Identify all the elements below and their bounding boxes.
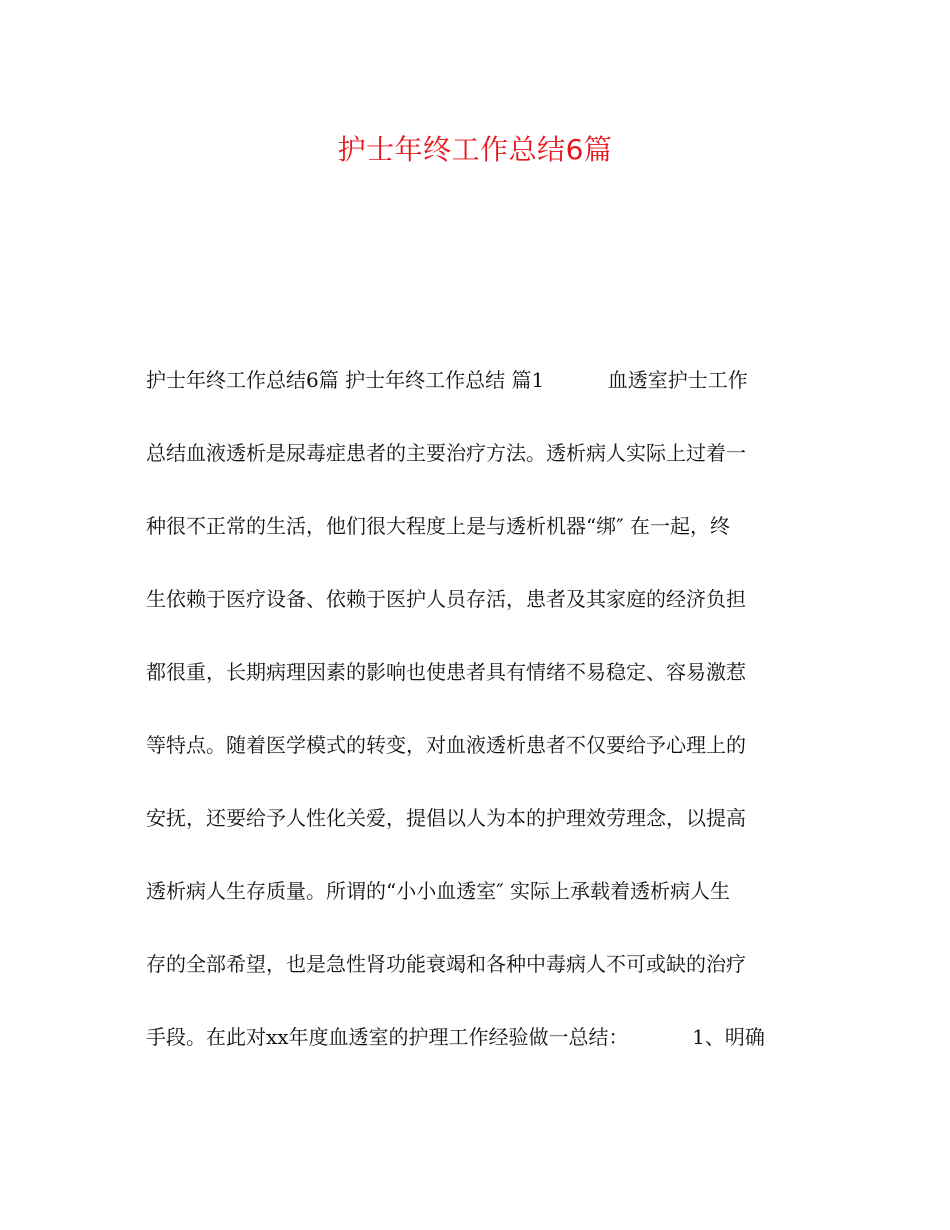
body-line: 透析病人生存质量。所谓的“小小血透室″ 实际上承载着透析病人生 (146, 879, 731, 903)
body-line: 都很重，长期病理因素的影响也使患者具有情绪不易稳定、容易激惹 (146, 660, 746, 684)
body-line: 安抚，还要给予人性化关爱，提倡以人为本的护理效劳理念，以提高 (146, 806, 746, 830)
body-line: 手段。在此对xx年度血透室的护理工作经验做一总结： 1、明确 (146, 1025, 765, 1049)
body-line: 总结血液透析是尿毒症患者的主要治疗方法。透析病人实际上过着一 (146, 441, 746, 465)
body-line: 等特点。随着医学模式的转变，对血液透析患者不仅要给予心理上的 (146, 733, 746, 757)
body-line: 生依赖于医疗设备、依赖于医护人员存活，患者及其家庭的经济负担 (146, 587, 746, 611)
body-line: 护士年终工作总结6篇 护士年终工作总结 篇1 血透室护士工作 (146, 368, 748, 392)
body-line: 存的全部希望，也是急性肾功能衰竭和各种中毒病人不可或缺的治疗 (146, 952, 746, 976)
body-line: 种很不正常的生活，他们很大程度上是与透析机器“绑″ 在一起，终 (146, 514, 731, 538)
document-body (146, 362, 806, 1092)
document-title: 护士年终工作总结6篇 (337, 133, 613, 166)
